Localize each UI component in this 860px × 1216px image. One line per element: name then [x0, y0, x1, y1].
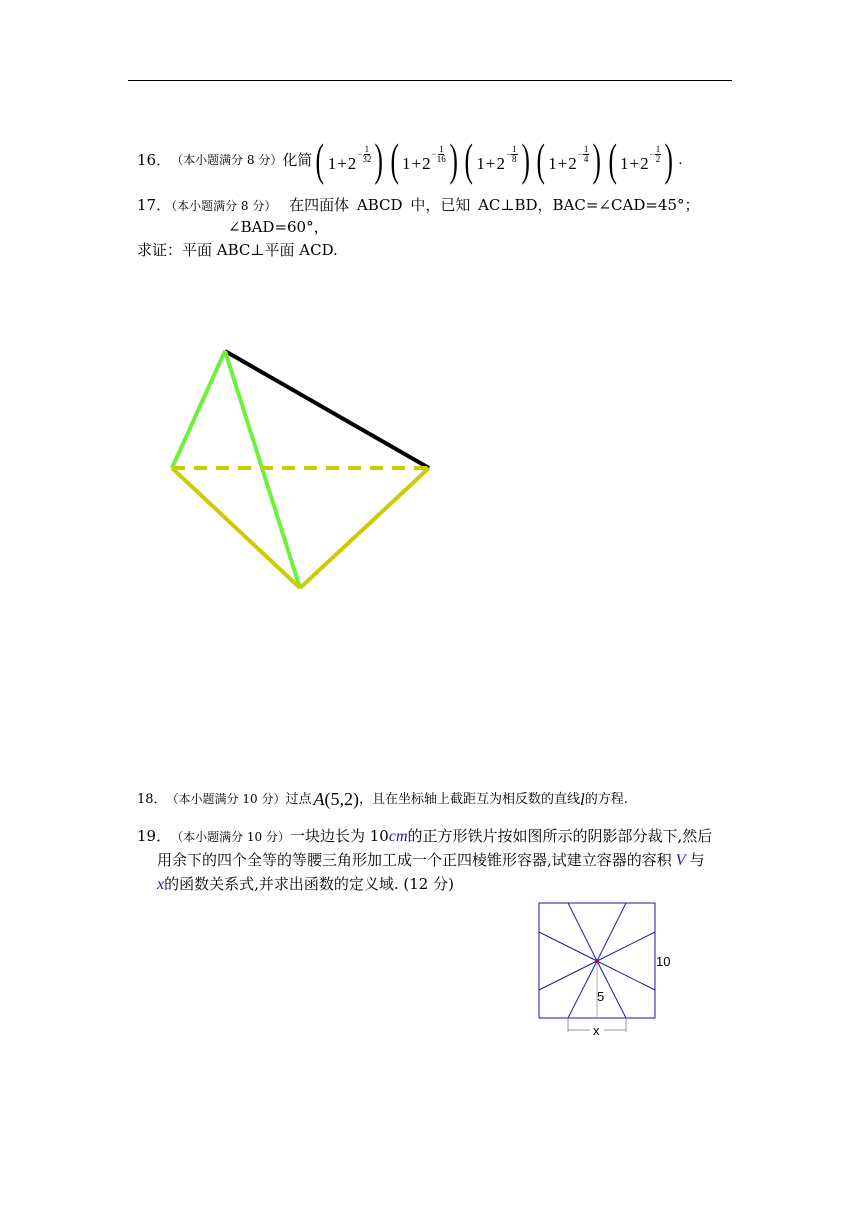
q19-score-tag: （本小题满分 10 分）	[171, 830, 290, 844]
fold-line	[539, 932, 597, 961]
question-17-line1	[137, 198, 700, 213]
exponent-fraction	[437, 145, 446, 164]
factor-exponent	[650, 145, 662, 164]
factor-base: 2	[422, 153, 431, 173]
q19-number: 19．	[137, 827, 172, 845]
header-rule	[128, 80, 732, 81]
factor-body	[327, 143, 372, 173]
exponent-numerator: 1	[655, 143, 661, 154]
right-paren: )	[449, 134, 458, 185]
q18-number: 18．	[137, 791, 167, 807]
q18-point-coords: (5,2)	[324, 789, 359, 809]
exponent-sign: −	[357, 148, 363, 159]
tetrahedron-figure	[160, 340, 445, 600]
factor-one: 1	[476, 153, 485, 173]
factor-one: 1	[548, 153, 557, 173]
exponent-denominator: 4	[583, 153, 589, 164]
square-sheet-figure	[530, 895, 680, 1040]
factor-body	[476, 143, 517, 173]
factor-plus: +	[629, 153, 640, 173]
left-paren: (	[608, 134, 617, 185]
question-16	[137, 136, 682, 184]
exponent-numerator: 1	[438, 143, 444, 154]
left-paren: (	[536, 134, 545, 185]
factor-exponent	[432, 145, 446, 164]
q16-number: 16．	[137, 150, 172, 169]
fold-line	[539, 961, 597, 990]
exponent-numerator: 1	[512, 143, 517, 154]
q19-var-v: V	[675, 852, 686, 869]
factor-body	[548, 143, 589, 173]
exponent-fraction	[583, 145, 590, 164]
exponent-fraction	[362, 145, 371, 164]
q16-expression	[312, 134, 676, 185]
factor-one: 1	[620, 153, 629, 173]
q16-period: .	[678, 151, 683, 168]
q18-score-tag: （本小题满分 10 分）	[166, 792, 286, 806]
exponent-sign: −	[577, 148, 583, 159]
q16-factor	[461, 134, 533, 185]
factor-base: 2	[496, 153, 505, 173]
exponent-numerator: 1	[583, 143, 589, 154]
q17-line1: 在四面体 ABCD 中，已知 AC⊥BD，BAC=∠CAD=45°；	[289, 196, 700, 214]
q19-var-x: x	[157, 876, 165, 893]
exponent-sign: −	[431, 148, 437, 159]
left-paren: (	[390, 134, 399, 185]
q16-factor	[312, 134, 386, 185]
edge-top-left	[172, 351, 225, 468]
q17-line2: ∠BAD=60°，	[228, 218, 329, 236]
q19-seg2: 的正方形铁片按如图所示的阴影部分裁下,然后	[407, 827, 713, 845]
q17-score-tag: （本小题满分 8 分）	[171, 199, 277, 213]
center-point	[595, 959, 599, 963]
q18-post: ，且在坐标轴上截距互为相反数的直线	[358, 791, 580, 807]
label-half-5: 5	[597, 989, 605, 1004]
left-paren: (	[464, 134, 473, 185]
fold-line	[568, 903, 597, 961]
exponent-sign: −	[505, 148, 512, 159]
q16-instruction: 化简	[282, 150, 313, 169]
factor-one: 1	[327, 153, 337, 173]
q18-pre: 过点	[285, 791, 312, 807]
q17-line3: 求证：平面 ABC⊥平面 ACD.	[137, 241, 338, 259]
factor-exponent	[506, 145, 518, 164]
factor-plus: +	[557, 153, 568, 173]
fold-line	[597, 961, 655, 990]
exponent-fraction	[655, 145, 662, 164]
fold-line	[597, 903, 626, 961]
right-paren: )	[374, 134, 384, 185]
q16-factor	[533, 134, 605, 185]
q19-unit: cm	[388, 828, 408, 845]
exponent-denominator: 16	[436, 153, 446, 164]
right-paren: )	[592, 134, 602, 185]
question-19-line2	[157, 853, 705, 869]
q16-factor	[387, 134, 461, 185]
exponent-denominator: 32	[362, 153, 372, 164]
exponent-sign: −	[649, 148, 655, 159]
factor-plus: +	[485, 153, 496, 173]
factor-body	[402, 143, 446, 173]
exponent-numerator: 1	[364, 143, 370, 154]
q17-number: 17．	[137, 196, 172, 214]
factor-exponent	[578, 145, 590, 164]
label-side-10: 10	[656, 954, 671, 969]
right-paren: )	[520, 134, 530, 185]
factor-base: 2	[568, 153, 577, 173]
q19-line3: 的函数关系式,并求出函数的定义域. (12 分)	[164, 875, 454, 893]
q18-end: 的方程.	[584, 791, 628, 807]
question-18	[137, 790, 628, 808]
fold-line	[597, 932, 655, 961]
label-base-x: x	[593, 1023, 600, 1038]
factor-base: 2	[347, 153, 357, 173]
factor-plus: +	[411, 153, 422, 173]
edge-right-bottom	[300, 468, 429, 588]
exponent-fraction	[511, 145, 518, 164]
q19-line2a: 用余下的四个全等的等腰三角形加工成一个正四棱锥形容器,试建立容器的容积	[157, 851, 672, 869]
q19-line2b: 与	[689, 851, 705, 869]
right-paren: )	[664, 134, 674, 185]
factor-body	[620, 143, 661, 173]
factor-plus: +	[337, 153, 347, 173]
factor-one: 1	[402, 153, 411, 173]
q18-point-name: A	[313, 789, 325, 809]
factor-exponent	[357, 145, 371, 164]
q16-score-tag: （本小题满分 8 分）	[171, 153, 283, 167]
exponent-denominator: 2	[655, 153, 661, 164]
q18-line-var: l	[579, 789, 585, 809]
q16-factor	[605, 134, 677, 185]
question-19-line1	[137, 829, 712, 845]
q19-seg1: 一块边长为 10	[290, 827, 389, 845]
fold-line	[568, 961, 597, 1018]
question-19-line3	[157, 877, 454, 893]
left-paren: (	[315, 134, 325, 185]
exponent-denominator: 8	[512, 153, 517, 164]
factor-base: 2	[640, 153, 649, 173]
